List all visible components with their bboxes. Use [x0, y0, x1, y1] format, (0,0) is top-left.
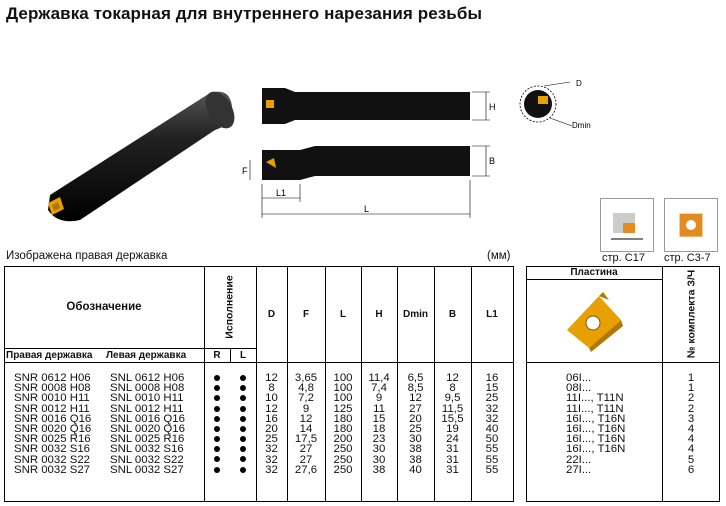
availability-dot-r: [204, 383, 230, 393]
availability-dot-l: [230, 373, 256, 383]
dot-icon: [214, 375, 220, 381]
dimensions-table: [4, 266, 514, 502]
cell-left: SNL 0012 H11: [110, 402, 184, 415]
cell-h: 30: [372, 453, 386, 466]
cell-right: SNR 0612 H06: [14, 372, 91, 384]
dot-icon: [240, 456, 246, 462]
cell-dmin: 40: [409, 463, 422, 476]
left-holder-header: Левая державка: [106, 349, 187, 361]
cell-right: SNR 0025 R16: [14, 433, 91, 446]
cell-h: 7,4: [371, 382, 387, 395]
cell-l: 250: [333, 453, 353, 466]
exec-l-header: L: [239, 349, 247, 361]
cell-plate: 16I..., T16N: [566, 412, 626, 425]
cell-f: 7,2: [298, 392, 314, 405]
cell-d: 25: [265, 433, 278, 446]
cell-dmin: 8,5: [407, 382, 424, 395]
dot-icon: [214, 467, 220, 473]
dim-dmin-label: Dmin: [572, 121, 591, 130]
h-header: H: [375, 308, 383, 320]
cell-plate: 16I..., T16N: [566, 443, 626, 456]
cell-l: 250: [333, 463, 353, 476]
cell-l1: 50: [485, 433, 499, 446]
cell-h: 38: [372, 463, 386, 476]
cell-left: SNL 0032 S27: [110, 463, 184, 476]
cell-left: SNL 0016 Q16: [110, 412, 185, 425]
cell-left: SNL 0025 R16: [110, 433, 185, 446]
cell-plate: 16I..., T16N: [566, 433, 626, 446]
cell-left: SNL 0010 H11: [110, 392, 184, 405]
dot-icon: [240, 467, 246, 473]
cell-l1: 55: [485, 453, 499, 466]
cell-d: 32: [265, 443, 278, 456]
availability-dot-l: [230, 444, 256, 454]
cell-d: 16: [265, 412, 278, 425]
cell-dmin: 30: [409, 433, 422, 446]
cell-dmin: 25: [409, 422, 422, 435]
cell-b: 19: [446, 422, 459, 435]
dot-icon: [240, 395, 246, 401]
cell-b: 15,5: [441, 412, 464, 425]
kit-header: № комплекта З/Ч: [685, 269, 697, 359]
cell-h: 15: [372, 412, 386, 425]
availability-dot-r: [204, 434, 230, 444]
cell-b: 12: [446, 372, 459, 384]
availability-dot-l: [230, 383, 256, 393]
dot-icon: [240, 426, 246, 432]
cell-dmin: 12: [409, 392, 422, 405]
f-column: [287, 373, 325, 475]
dim-f-label: F: [242, 166, 248, 176]
cell-plate: 22I...: [566, 453, 592, 466]
availability-dot-r: [204, 404, 230, 414]
cell-l1: 25: [485, 392, 499, 405]
cell-l: 180: [333, 412, 353, 425]
availability-dot-r: [204, 414, 230, 424]
cell-f: 9: [302, 402, 310, 415]
cell-f: 14: [299, 422, 313, 435]
l1-header: L1: [486, 308, 498, 320]
cell-f: 3,65: [294, 372, 318, 384]
cell-b: 31: [446, 463, 459, 476]
dot-icon: [214, 385, 220, 391]
cell-kit: 3: [687, 412, 695, 425]
cell-kit: 5: [687, 453, 695, 466]
right-holder-header: Правая державка: [6, 349, 93, 361]
units-label: (мм): [487, 250, 511, 262]
cell-left: SNL 0008 H08: [110, 382, 185, 395]
cell-l: 100: [333, 392, 353, 405]
cell-l: 125: [333, 402, 353, 415]
dot-icon: [214, 406, 220, 412]
cell-f: 27,6: [294, 463, 318, 476]
caption: Изображена правая державка: [6, 250, 168, 262]
cell-dmin: 38: [409, 453, 422, 466]
cell-b: 11,5: [441, 402, 464, 415]
cell-left: SNL 0612 H06: [110, 372, 185, 384]
availability-dot-r: [204, 373, 230, 383]
cell-right: SNR 0012 H11: [14, 402, 90, 415]
cell-f: 12: [299, 412, 313, 425]
c37-ref-icon: [664, 198, 718, 252]
cell-plate: 11I..., T11N: [566, 402, 624, 415]
holder-3d-illustration: [40, 85, 240, 225]
cell-right: SNR 0032 S22: [14, 453, 90, 466]
cell-h: 9: [375, 392, 383, 405]
cell-b: 8: [449, 382, 456, 395]
cell-l1: 40: [485, 422, 499, 435]
exec-r-header: R: [213, 349, 221, 361]
cell-kit: 1: [687, 382, 695, 395]
dot-icon: [240, 385, 246, 391]
dot-icon: [214, 446, 220, 452]
cell-l1: 32: [485, 402, 499, 415]
cell-l: 250: [333, 443, 353, 456]
availability-dot-l: [230, 414, 256, 424]
cell-l1: 32: [485, 412, 499, 425]
cell-right: SNR 0020 Q16: [14, 422, 92, 435]
cell-plate: 08I...: [566, 382, 592, 395]
availability-dot-l: [230, 404, 256, 414]
cell-f: 27: [299, 453, 313, 466]
cell-f: 4,8: [298, 382, 314, 395]
availability-dot-l: [230, 455, 256, 465]
dot-icon: [240, 446, 246, 452]
dmin-column: [397, 373, 434, 475]
cell-l1: 15: [485, 382, 499, 395]
cell-l: 100: [333, 372, 353, 384]
cell-d: 32: [265, 463, 278, 476]
cell-right: SNR 0010 H11: [14, 392, 90, 405]
b-header: B: [448, 308, 457, 320]
availability-dot-r: [204, 465, 230, 475]
cell-d: 10: [265, 392, 278, 405]
cell-right: SNR 0008 H08: [14, 382, 91, 395]
f-header: F: [302, 308, 310, 320]
availability-dot-l: [230, 424, 256, 434]
cell-d: 12: [265, 402, 278, 415]
cell-kit: 4: [687, 422, 695, 435]
cell-plate: 27I...: [566, 463, 592, 476]
thread-insert-icon: [559, 290, 629, 352]
b-column: [434, 373, 471, 475]
availability-dot-r: [204, 444, 230, 454]
cell-kit: 6: [687, 463, 695, 476]
l1-column: [471, 373, 513, 475]
h-column: [361, 373, 397, 475]
availability-dot-r: [204, 424, 230, 434]
cell-h: 30: [372, 443, 386, 456]
c37-ref-label: стр. С3-7: [664, 252, 711, 264]
cell-b: 9,5: [444, 392, 461, 405]
holder-technical-drawing: [240, 80, 500, 220]
l-header: L: [339, 308, 347, 320]
dim-l-label: L: [364, 204, 370, 214]
execution-header: Исполнение: [224, 275, 236, 339]
cell-plate: 06I...: [566, 372, 592, 384]
cell-b: 31: [446, 453, 459, 466]
availability-dot-r: [204, 393, 230, 403]
dim-h-label: H: [489, 102, 496, 112]
cell-f: 17,5: [294, 433, 318, 446]
availability-dot-l: [230, 465, 256, 475]
cell-l1: 55: [485, 443, 499, 456]
cell-h: 18: [372, 422, 386, 435]
cell-dmin: 27: [409, 402, 422, 415]
page-title: Державка токарная для внутреннего нарезания резьбы: [6, 4, 483, 23]
kit-column: [662, 373, 720, 475]
cell-left: SNL 0020 Q16: [110, 422, 185, 435]
cell-h: 23: [372, 433, 386, 446]
cell-l: 180: [333, 422, 353, 435]
dot-icon: [214, 426, 220, 432]
dim-d-label: D: [576, 79, 582, 88]
cell-kit: 2: [687, 402, 695, 415]
plate-header: Пластина: [570, 267, 618, 278]
cell-plate: 11I..., T11N: [566, 392, 624, 405]
exec-l-column: [230, 373, 256, 475]
cell-l: 100: [333, 382, 353, 395]
cell-kit: 1: [687, 372, 695, 384]
left-holder-column: [110, 373, 202, 475]
dot-icon: [214, 436, 220, 442]
dot-icon: [214, 416, 220, 422]
cell-l1: 55: [485, 463, 499, 476]
dim-l1-label: L1: [276, 188, 287, 198]
cell-h: 11,4: [368, 372, 390, 384]
cell-l1: 16: [485, 372, 499, 384]
availability-dot-l: [230, 434, 256, 444]
cell-kit: 4: [687, 443, 695, 456]
cell-f: 27: [299, 443, 313, 456]
cell-d: 12: [265, 372, 278, 384]
cell-left: SNL 0032 S16: [110, 443, 184, 456]
dot-icon: [240, 375, 246, 381]
cell-b: 24: [446, 433, 459, 446]
dim-b-label: B: [489, 156, 496, 166]
cell-left: SNL 0032 S22: [110, 453, 184, 466]
d-header: D: [267, 308, 276, 320]
dot-icon: [240, 416, 246, 422]
cell-right: SNR 0032 S16: [14, 443, 90, 456]
holder-end-view: [510, 78, 610, 138]
dot-icon: [214, 395, 220, 401]
dot-icon: [214, 456, 220, 462]
d-column: [256, 373, 287, 475]
cell-plate: 16I..., T16N: [566, 422, 626, 435]
dmin-header: Dmin: [403, 308, 428, 320]
designation-header: Обозначение: [66, 301, 142, 313]
dot-icon: [240, 406, 246, 412]
cell-kit: 4: [687, 433, 695, 446]
cell-d: 8: [268, 382, 275, 395]
cell-dmin: 38: [409, 443, 422, 456]
cell-dmin: 20: [409, 412, 422, 425]
cell-kit: 2: [687, 392, 695, 405]
c17-ref-icon: [600, 198, 654, 252]
right-holder-column: [14, 373, 106, 475]
cell-l: 200: [333, 433, 353, 446]
insert-table: [526, 266, 720, 502]
cell-right: SNR 0016 Q16: [14, 412, 92, 425]
cell-d: 20: [265, 422, 278, 435]
l-column: [325, 373, 361, 475]
c17-ref-label: стр. С17: [602, 252, 645, 264]
dot-icon: [240, 436, 246, 442]
exec-r-column: [204, 373, 230, 475]
cell-d: 32: [265, 453, 278, 466]
plate-column: [566, 373, 662, 475]
cell-b: 31: [446, 443, 459, 456]
cell-dmin: 6,5: [407, 372, 424, 384]
availability-dot-l: [230, 393, 256, 403]
availability-dot-r: [204, 455, 230, 465]
cell-right: SNR 0032 S27: [14, 463, 90, 476]
cell-h: 11: [373, 402, 385, 415]
